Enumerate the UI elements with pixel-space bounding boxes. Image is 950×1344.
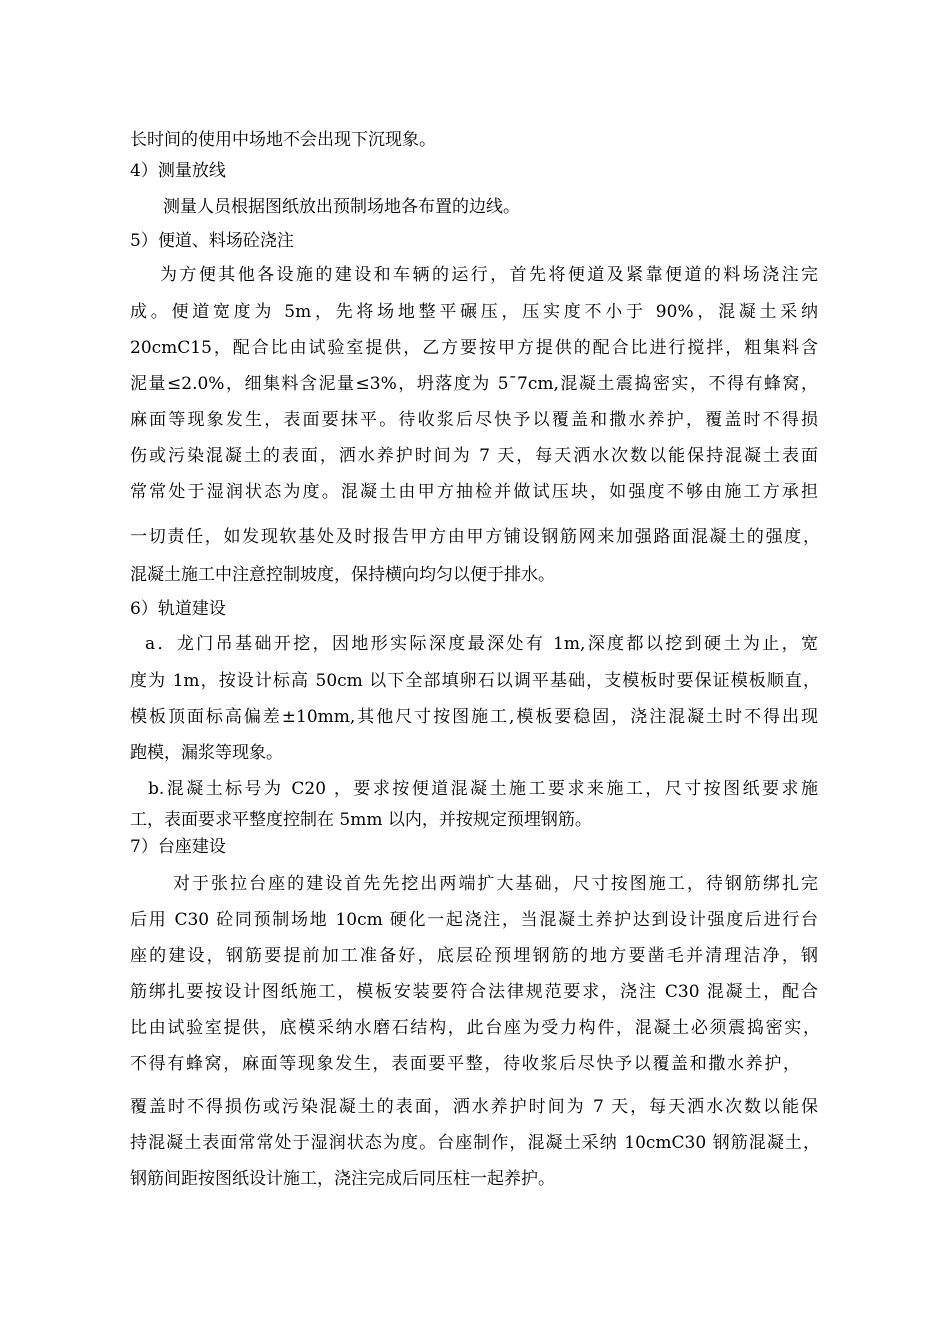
text-line: 伤或污染混凝土的表面，洒水养护时间为 7 天，每天洒水次数以能保持混凝土表面 (130, 446, 818, 466)
text-line: a．龙门吊基础开挖，因地形实际深度最深处有 1m,深度都以挖到硬土为止，宽 (145, 634, 818, 654)
text-line: 混凝土施工中注意控制坡度，保持横向均匀以便于排水。 (130, 565, 555, 585)
text-line: 长时间的使用中场地不会出现下沉现象。 (130, 130, 436, 150)
section-heading: 7）台座建设 (130, 837, 226, 857)
text-line: b.混凝土标号为 C20 ，要求按便道混凝土施工要求来施工，尺寸按图纸要求施 (148, 779, 818, 799)
text-line: 度为 1m，按设计标高 50cm 以下全部填卵石以调平基础，支模板时要保证模板顺直， (130, 671, 820, 691)
section-heading: 5）便道、料场砼浇注 (130, 231, 294, 251)
section-heading: 4）测量放线 (130, 161, 226, 181)
section-heading: 6）轨道建设 (130, 599, 226, 619)
text-line: 20cmC15，配合比由试验室提供，乙方要按甲方提供的配合比进行搅拌，粗集料含 (130, 338, 818, 358)
text-line: 座的建设，钢筋要提前加工准备好，底层砼预埋钢筋的地方要凿毛并清理洁净，钢 (130, 946, 818, 966)
text-line: 泥量≤2.0%，细集料含泥量≤3%，坍落度为 5¯7cm,混凝土震捣密实，不得有蜂窝， (130, 374, 818, 394)
text-line: 后用 C30 砼同预制场地 10cm 硬化一起浇注，当混凝土养护达到设计强度后进行台 (130, 910, 818, 930)
text-line: 麻面等现象发生，表面要抹平。待收浆后尽快予以覆盖和撒水养护，覆盖时不得损 (130, 410, 818, 430)
text-line: 钢筋间距按图纸设计施工，浇注完成后同压柱一起养护。 (130, 1169, 555, 1189)
text-line: 为方便其他各设施的建设和车辆的运行，首先将便道及紧靠便道的料场浇注完 (160, 265, 818, 285)
text-line: 不得有蜂窝，麻面等现象发生，表面要平整，待收浆后尽快予以覆盖和撒水养护， (130, 1054, 800, 1074)
text-line: 覆盖时不得损伤或污染混凝土的表面，洒水养护时间为 7 天，每天洒水次数以能保 (130, 1097, 818, 1117)
text-line: 持混凝土表面常常处于湿润状态为度。台座制作，混凝土采纳 10cmC30 钢筋混凝土， (130, 1133, 820, 1153)
text-line: 筋绑扎要按设计图纸施工，模板安装要符合法律规范要求，浇注 C30 混凝土，配合 (130, 982, 818, 1002)
text-line: 模板顶面标高偏差±10mm,其他尺寸按图施工,模板要稳固，浇注混凝土时不得出现 (130, 707, 818, 727)
text-line: 工，表面要求平整度控制在 5mm 以内，并按规定预埋钢筋。 (130, 810, 592, 830)
text-line: 比由试验室提供，底模采纳水磨石结构，此台座为受力构件，混凝土必须震捣密实， (130, 1018, 820, 1038)
text-line: 成。便道宽度为 5m，先将场地整平碾压，压实度不小于 90%，混凝土采纳 (130, 302, 818, 322)
text-line: 跑模，漏浆等现象。 (130, 743, 283, 763)
text-line: 测量人员根据图纸放出预制场地各布置的边线。 (163, 197, 520, 217)
text-line: 常常处于湿润状态为度。混凝土由甲方抽检并做试压块，如强度不够由施工方承担 (130, 482, 818, 502)
text-line: 一切责任，如发现软基处及时报告甲方由甲方铺设钢筋网来加强路面混凝土的强度， (130, 527, 820, 547)
text-line: 对于张拉台座的建设首先先挖出两端扩大基础，尺寸按图施工，待钢筋绑扎完 (173, 874, 818, 894)
